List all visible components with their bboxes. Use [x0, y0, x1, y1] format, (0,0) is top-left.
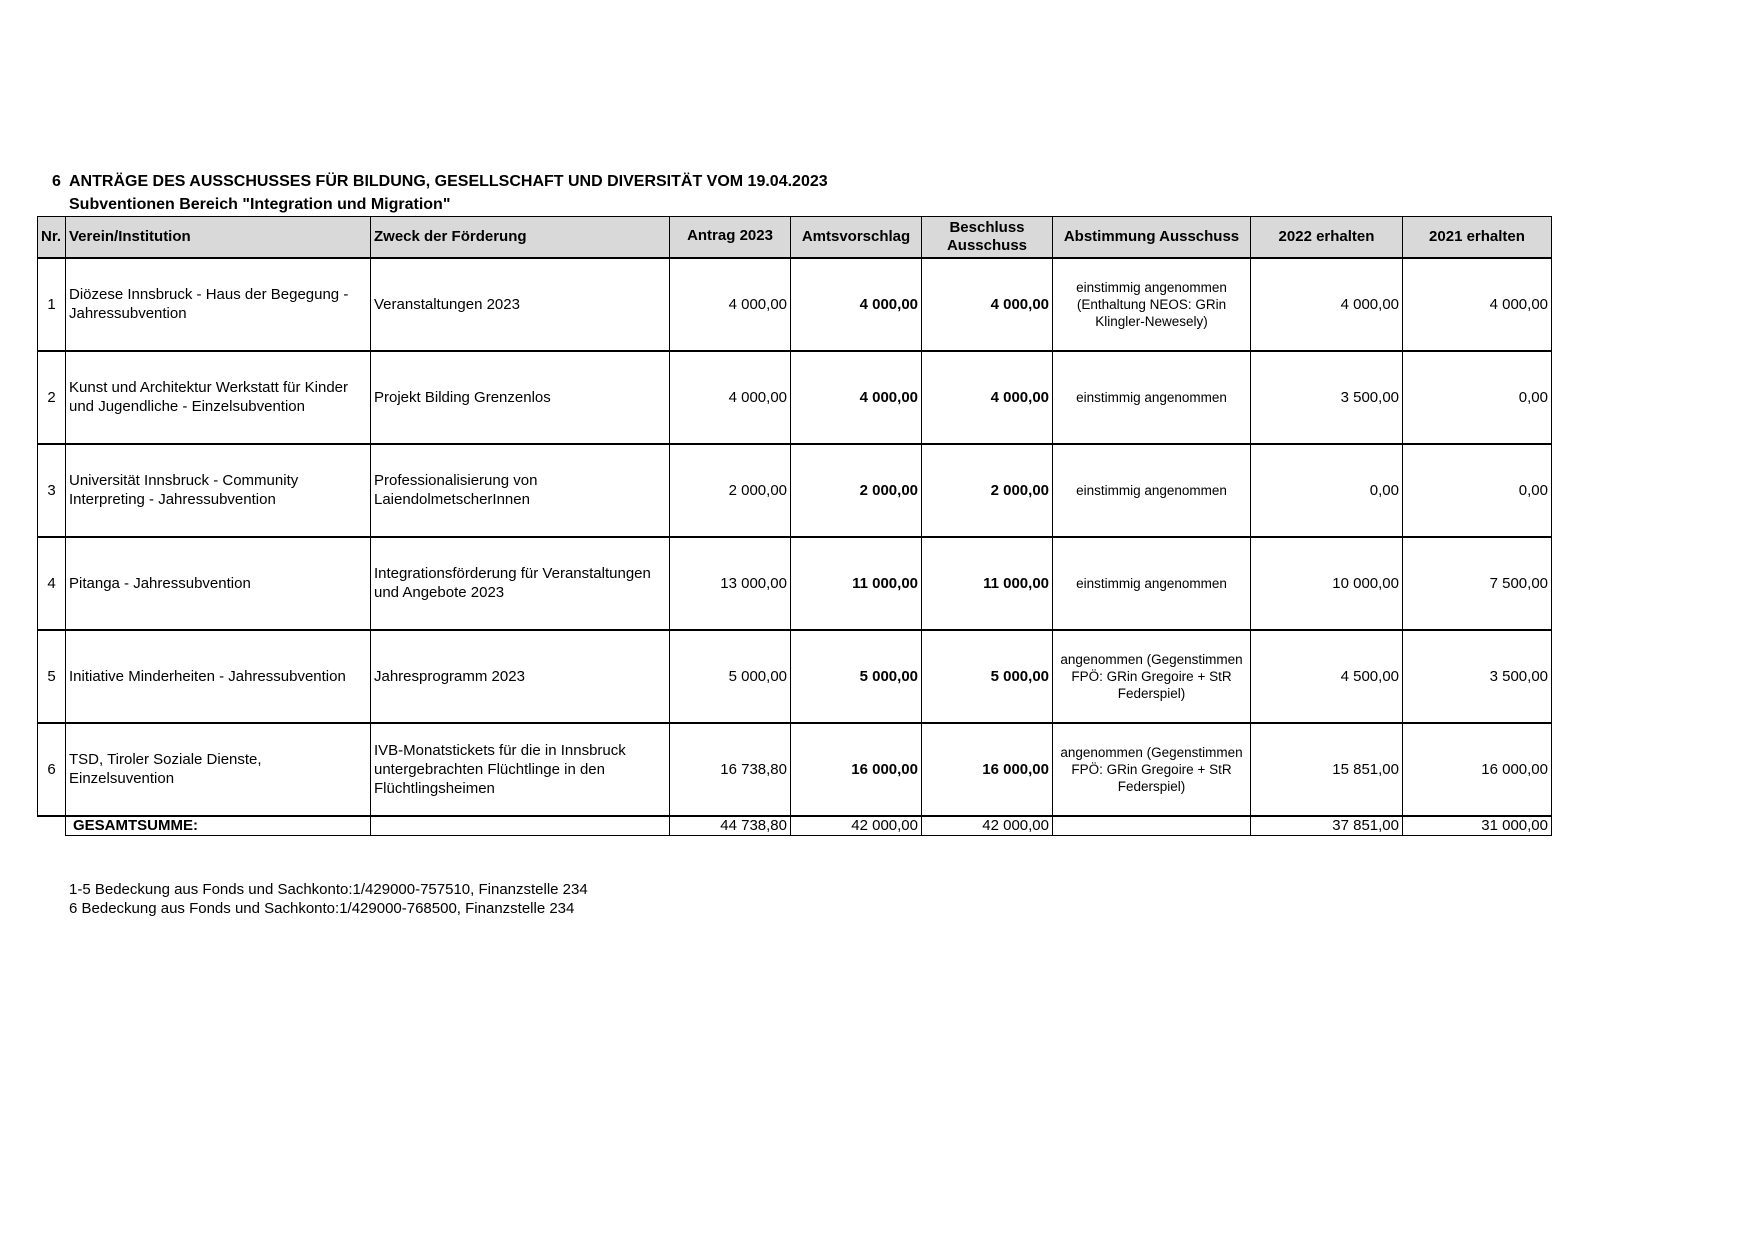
- footnote: 1-5 Bedeckung aus Fonds und Sachkonto:1/429000-757510, Finanzstelle 234: [69, 881, 588, 898]
- cell-amtsvorschlag: 4 000,00: [791, 351, 922, 444]
- cell-nr: 4: [38, 537, 66, 630]
- page-subtitle: Subventionen Bereich "Integration und Migration": [69, 196, 451, 213]
- cell-2021-erhalten: 7 500,00: [1403, 537, 1552, 630]
- header-2022-erhalten: 2022 erhalten: [1251, 217, 1403, 258]
- total-2022-erhalten: 37 851,00: [1251, 816, 1403, 836]
- table-row: [38, 351, 1552, 444]
- header-amtsvorschlag: Amtsvorschlag: [791, 217, 922, 258]
- cell-2022-erhalten: 0,00: [1251, 444, 1403, 537]
- footnotes: [69, 880, 588, 918]
- cell-verein: Diözese Innsbruck - Haus der Begegung - Jahressubvention: [66, 258, 371, 351]
- subsidy-table: [37, 216, 1552, 836]
- cell-zweck: Professionalisierung von LaiendolmetscherInnen: [371, 444, 670, 537]
- cell-beschluss: 11 000,00: [922, 537, 1053, 630]
- cell-verein: TSD, Tiroler Soziale Dienste, Einzelsuvention: [66, 723, 371, 816]
- cell-antrag: 4 000,00: [670, 258, 791, 351]
- page-title: ANTRÄGE DES AUSSCHUSSES FÜR BILDUNG, GESELLSCHAFT UND DIVERSITÄT VOM 19.04.2023: [69, 173, 828, 190]
- cell-beschluss: 5 000,00: [922, 630, 1053, 723]
- cell-2021-erhalten: 4 000,00: [1403, 258, 1552, 351]
- footnote: 6 Bedeckung aus Fonds und Sachkonto:1/429000-768500, Finanzstelle 234: [69, 900, 575, 917]
- header-antrag: Antrag 2023: [670, 217, 791, 258]
- cell-2021-erhalten: 3 500,00: [1403, 630, 1552, 723]
- table-row: [38, 537, 1552, 630]
- cell-nr: 5: [38, 630, 66, 723]
- cell-zweck: Veranstaltungen 2023: [371, 258, 670, 351]
- table-header-row: [38, 217, 1552, 258]
- total-amtsvorschlag: 42 000,00: [791, 816, 922, 836]
- cell-antrag: 5 000,00: [670, 630, 791, 723]
- total-row: [38, 816, 1552, 836]
- cell-nr: 6: [38, 723, 66, 816]
- cell-2021-erhalten: 16 000,00: [1403, 723, 1552, 816]
- cell-2022-erhalten: 4 000,00: [1251, 258, 1403, 351]
- total-antrag: 44 738,80: [670, 816, 791, 836]
- cell-abstimmung: angenommen (Gegenstimmen FPÖ: GRin Gregoire + StR Federspiel): [1053, 723, 1251, 816]
- cell-zweck: Projekt Bilding Grenzenlos: [371, 351, 670, 444]
- total-2021-erhalten: 31 000,00: [1403, 816, 1552, 836]
- cell-zweck: Integrationsförderung für Veranstaltungen und Angebote 2023: [371, 537, 670, 630]
- cell-amtsvorschlag: 5 000,00: [791, 630, 922, 723]
- total-zweck-cell: [371, 816, 670, 836]
- header-2021-erhalten: 2021 erhalten: [1403, 217, 1552, 258]
- cell-amtsvorschlag: 4 000,00: [791, 258, 922, 351]
- cell-abstimmung: einstimmig angenommen: [1053, 351, 1251, 444]
- cell-beschluss: 2 000,00: [922, 444, 1053, 537]
- cell-nr: 2: [38, 351, 66, 444]
- cell-antrag: 13 000,00: [670, 537, 791, 630]
- cell-nr: 3: [38, 444, 66, 537]
- cell-2021-erhalten: 0,00: [1403, 351, 1552, 444]
- header-zweck: Zweck der Förderung: [371, 217, 670, 258]
- cell-antrag: 4 000,00: [670, 351, 791, 444]
- cell-antrag: 16 738,80: [670, 723, 791, 816]
- cell-beschluss: 4 000,00: [922, 351, 1053, 444]
- cell-verein: Kunst und Architektur Werkstatt für Kinder und Jugendliche - Einzelsubvention: [66, 351, 371, 444]
- cell-amtsvorschlag: 11 000,00: [791, 537, 922, 630]
- header-verein: Verein/Institution: [66, 217, 371, 258]
- total-abstimmung-cell: [1053, 816, 1251, 836]
- header-nr: Nr.: [38, 217, 66, 258]
- cell-beschluss: 16 000,00: [922, 723, 1053, 816]
- cell-2022-erhalten: 10 000,00: [1251, 537, 1403, 630]
- cell-zweck: IVB-Monatstickets für die in Innsbruck untergebrachten Flüchtlinge in den Flüchtlingsheimen: [371, 723, 670, 816]
- cell-nr: 1: [38, 258, 66, 351]
- cell-verein: Initiative Minderheiten - Jahressubvention: [66, 630, 371, 723]
- cell-2021-erhalten: 0,00: [1403, 444, 1552, 537]
- header-abstimmung: Abstimmung Ausschuss: [1053, 217, 1251, 258]
- cell-2022-erhalten: 15 851,00: [1251, 723, 1403, 816]
- cell-2022-erhalten: 4 500,00: [1251, 630, 1403, 723]
- cell-verein: Pitanga - Jahressubvention: [66, 537, 371, 630]
- section-number: 6: [52, 173, 61, 190]
- cell-amtsvorschlag: 2 000,00: [791, 444, 922, 537]
- table-row: [38, 723, 1552, 816]
- cell-verein: Universität Innsbruck - Community Interpreting - Jahressubvention: [66, 444, 371, 537]
- total-beschluss: 42 000,00: [922, 816, 1053, 836]
- cell-antrag: 2 000,00: [670, 444, 791, 537]
- cell-zweck: Jahresprogramm 2023: [371, 630, 670, 723]
- cell-amtsvorschlag: 16 000,00: [791, 723, 922, 816]
- table-row: [38, 258, 1552, 351]
- cell-abstimmung: angenommen (Gegenstimmen FPÖ: GRin Gregoire + StR Federspiel): [1053, 630, 1251, 723]
- header-beschluss: Beschluss Ausschuss: [922, 217, 1053, 258]
- cell-abstimmung: einstimmig angenommen: [1053, 444, 1251, 537]
- table-row: [38, 630, 1552, 723]
- table-row: [38, 444, 1552, 537]
- cell-abstimmung: einstimmig angenommen (Enthaltung NEOS: GRin Klingler-Newesely): [1053, 258, 1251, 351]
- total-label: GESAMTSUMME:: [66, 816, 371, 836]
- cell-beschluss: 4 000,00: [922, 258, 1053, 351]
- cell-abstimmung: einstimmig angenommen: [1053, 537, 1251, 630]
- cell-2022-erhalten: 3 500,00: [1251, 351, 1403, 444]
- total-blank-cell: [38, 816, 66, 836]
